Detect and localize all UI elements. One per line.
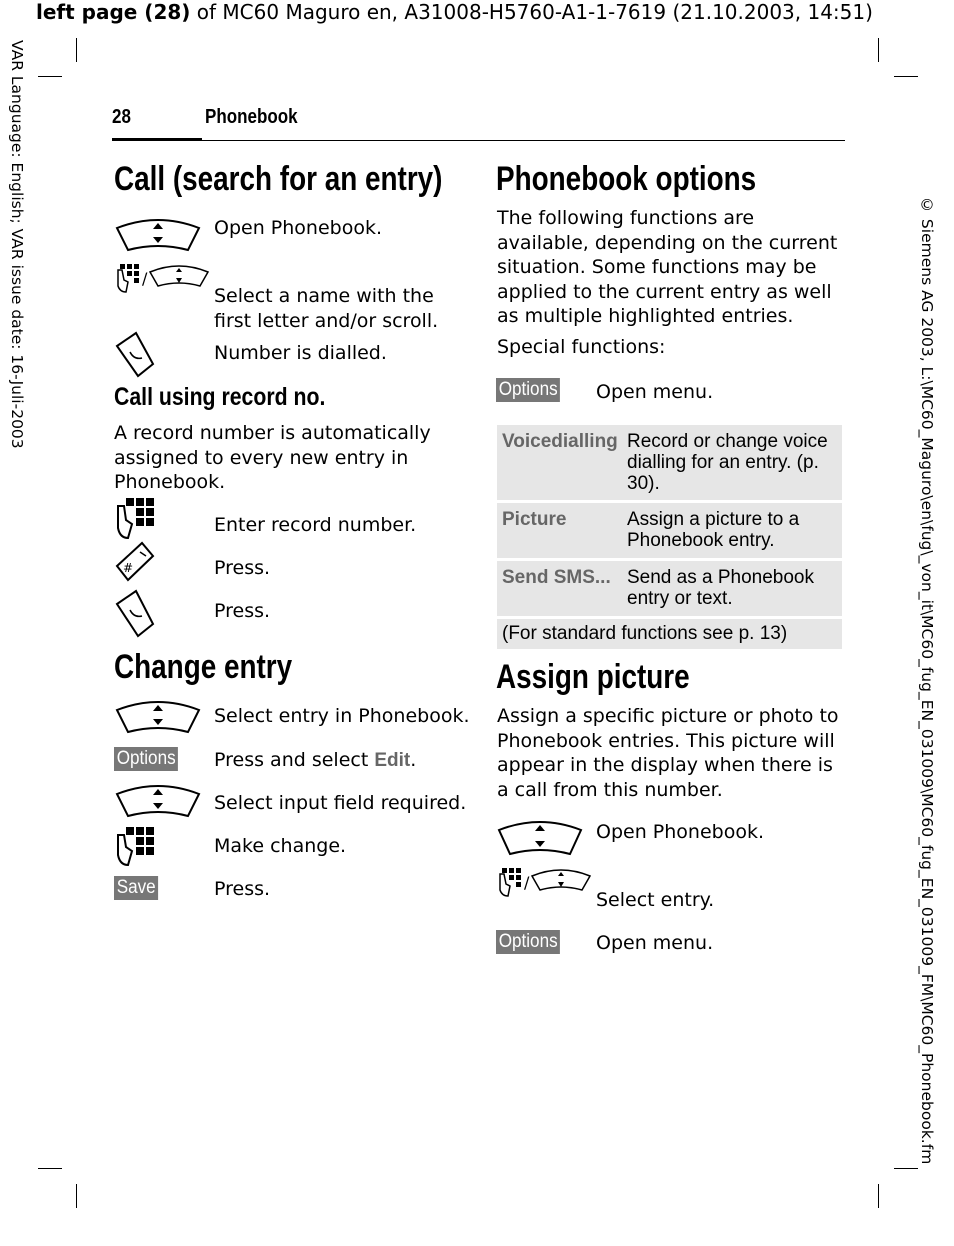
- crop-mark: [76, 38, 77, 62]
- header-rule: [112, 140, 845, 141]
- navigation-key-icon: [496, 818, 584, 858]
- table-footnote: (For standard functions see p. 13): [497, 619, 842, 649]
- step-enter-record: Enter record number.: [214, 514, 417, 536]
- step-open-phonebook: Open Phonebook.: [214, 217, 382, 239]
- assign-paragraph: Assign a specific picture or photo to Phonebook entries. This picture will appear in the display when there is a call from this number.: [497, 705, 839, 801]
- step-open-menu: Open menu.: [596, 381, 714, 403]
- options-softkey: Options: [496, 378, 567, 402]
- keypad-icon: [114, 496, 158, 542]
- crop-mark: [894, 76, 918, 77]
- svg-text:#: #: [123, 561, 134, 575]
- call-key-icon: [114, 330, 156, 378]
- options-softkey: Options: [114, 747, 185, 771]
- keypad-or-navigation-icon: [496, 866, 592, 900]
- step-open-menu-2: Open menu.: [596, 932, 714, 954]
- crop-mark: [76, 1184, 77, 1208]
- running-title: Phonebook: [205, 106, 298, 128]
- table-row: Picture Assign a picture to a Phonebook entry.: [497, 503, 842, 558]
- table-row: Voicedialling Record or change voice dialling for an entry. (p. 30).: [497, 425, 842, 500]
- keypad-or-navigation-icon: [114, 262, 210, 296]
- navigation-key-icon: [114, 782, 202, 820]
- crop-mark: [878, 38, 879, 62]
- step-open-phonebook-2: Open Phonebook.: [596, 821, 764, 843]
- heading-call-record: Call using record no.: [114, 383, 326, 411]
- crop-mark: [878, 1184, 879, 1208]
- keypad-icon: [114, 825, 158, 867]
- save-softkey: Save: [114, 876, 163, 900]
- hash-key-icon: [114, 540, 156, 586]
- options-paragraph: The following functions are available, depending on the current situation. Some functions may be applied to the current entry as well as multiple highlighted entries.: [497, 207, 838, 327]
- step-press-2: Press.: [214, 600, 271, 622]
- navigation-key-icon: [114, 216, 202, 254]
- record-paragraph: A record number is automatically assigned to every new entry in Phonebook.: [114, 422, 431, 493]
- heading-phonebook-options: Phonebook options: [496, 160, 757, 198]
- functions-table: [497, 425, 842, 649]
- step-select-name: Select a name with the first letter and/or scroll.: [214, 285, 439, 332]
- print-banner: left page (28) of MC60 Maguro en, A31008-H5760-A1-1-7619 (21.10.2003, 14:51): [36, 0, 873, 24]
- side-note-left: VAR Language: English; VAR issue date: 16-Juli-2003: [8, 40, 26, 449]
- step-select-field: Select input field required.: [214, 792, 467, 814]
- svg-text:/: /: [142, 269, 148, 288]
- crop-mark: [38, 76, 62, 77]
- step-press-3: Press.: [214, 878, 271, 900]
- step-select-entry: Select entry in Phonebook.: [214, 705, 470, 727]
- table-row: Send SMS... Send as a Phonebook entry or text.: [497, 561, 842, 616]
- step-press-1: Press.: [214, 557, 271, 579]
- header-rule-accent: [112, 138, 202, 141]
- crop-mark: [894, 1168, 918, 1169]
- navigation-key-icon: [114, 698, 202, 736]
- svg-text:/: /: [524, 873, 530, 892]
- heading-assign-picture: Assign picture: [496, 658, 690, 696]
- side-note-right: © Siemens AG 2003, L:\MC60_Maguro\en\fug\_von_it\MC60_fug_EN_031009\MC60_fug_EN_031009_FM\MC60_Phonebook.fm: [918, 196, 936, 1165]
- step-press-select-edit: Press and select Edit.: [214, 749, 417, 771]
- page-number: 28: [112, 106, 131, 128]
- special-functions-label: Special functions:: [497, 336, 666, 358]
- options-softkey: Options: [496, 930, 567, 954]
- call-key-icon: [114, 588, 156, 638]
- heading-change-entry: Change entry: [114, 648, 293, 686]
- crop-mark: [38, 1168, 62, 1169]
- step-make-change: Make change.: [214, 835, 347, 857]
- step-select-entry-2: Select entry.: [596, 889, 715, 911]
- step-number-dialled: Number is dialled.: [214, 342, 387, 364]
- heading-call-search: Call (search for an entry): [114, 160, 443, 198]
